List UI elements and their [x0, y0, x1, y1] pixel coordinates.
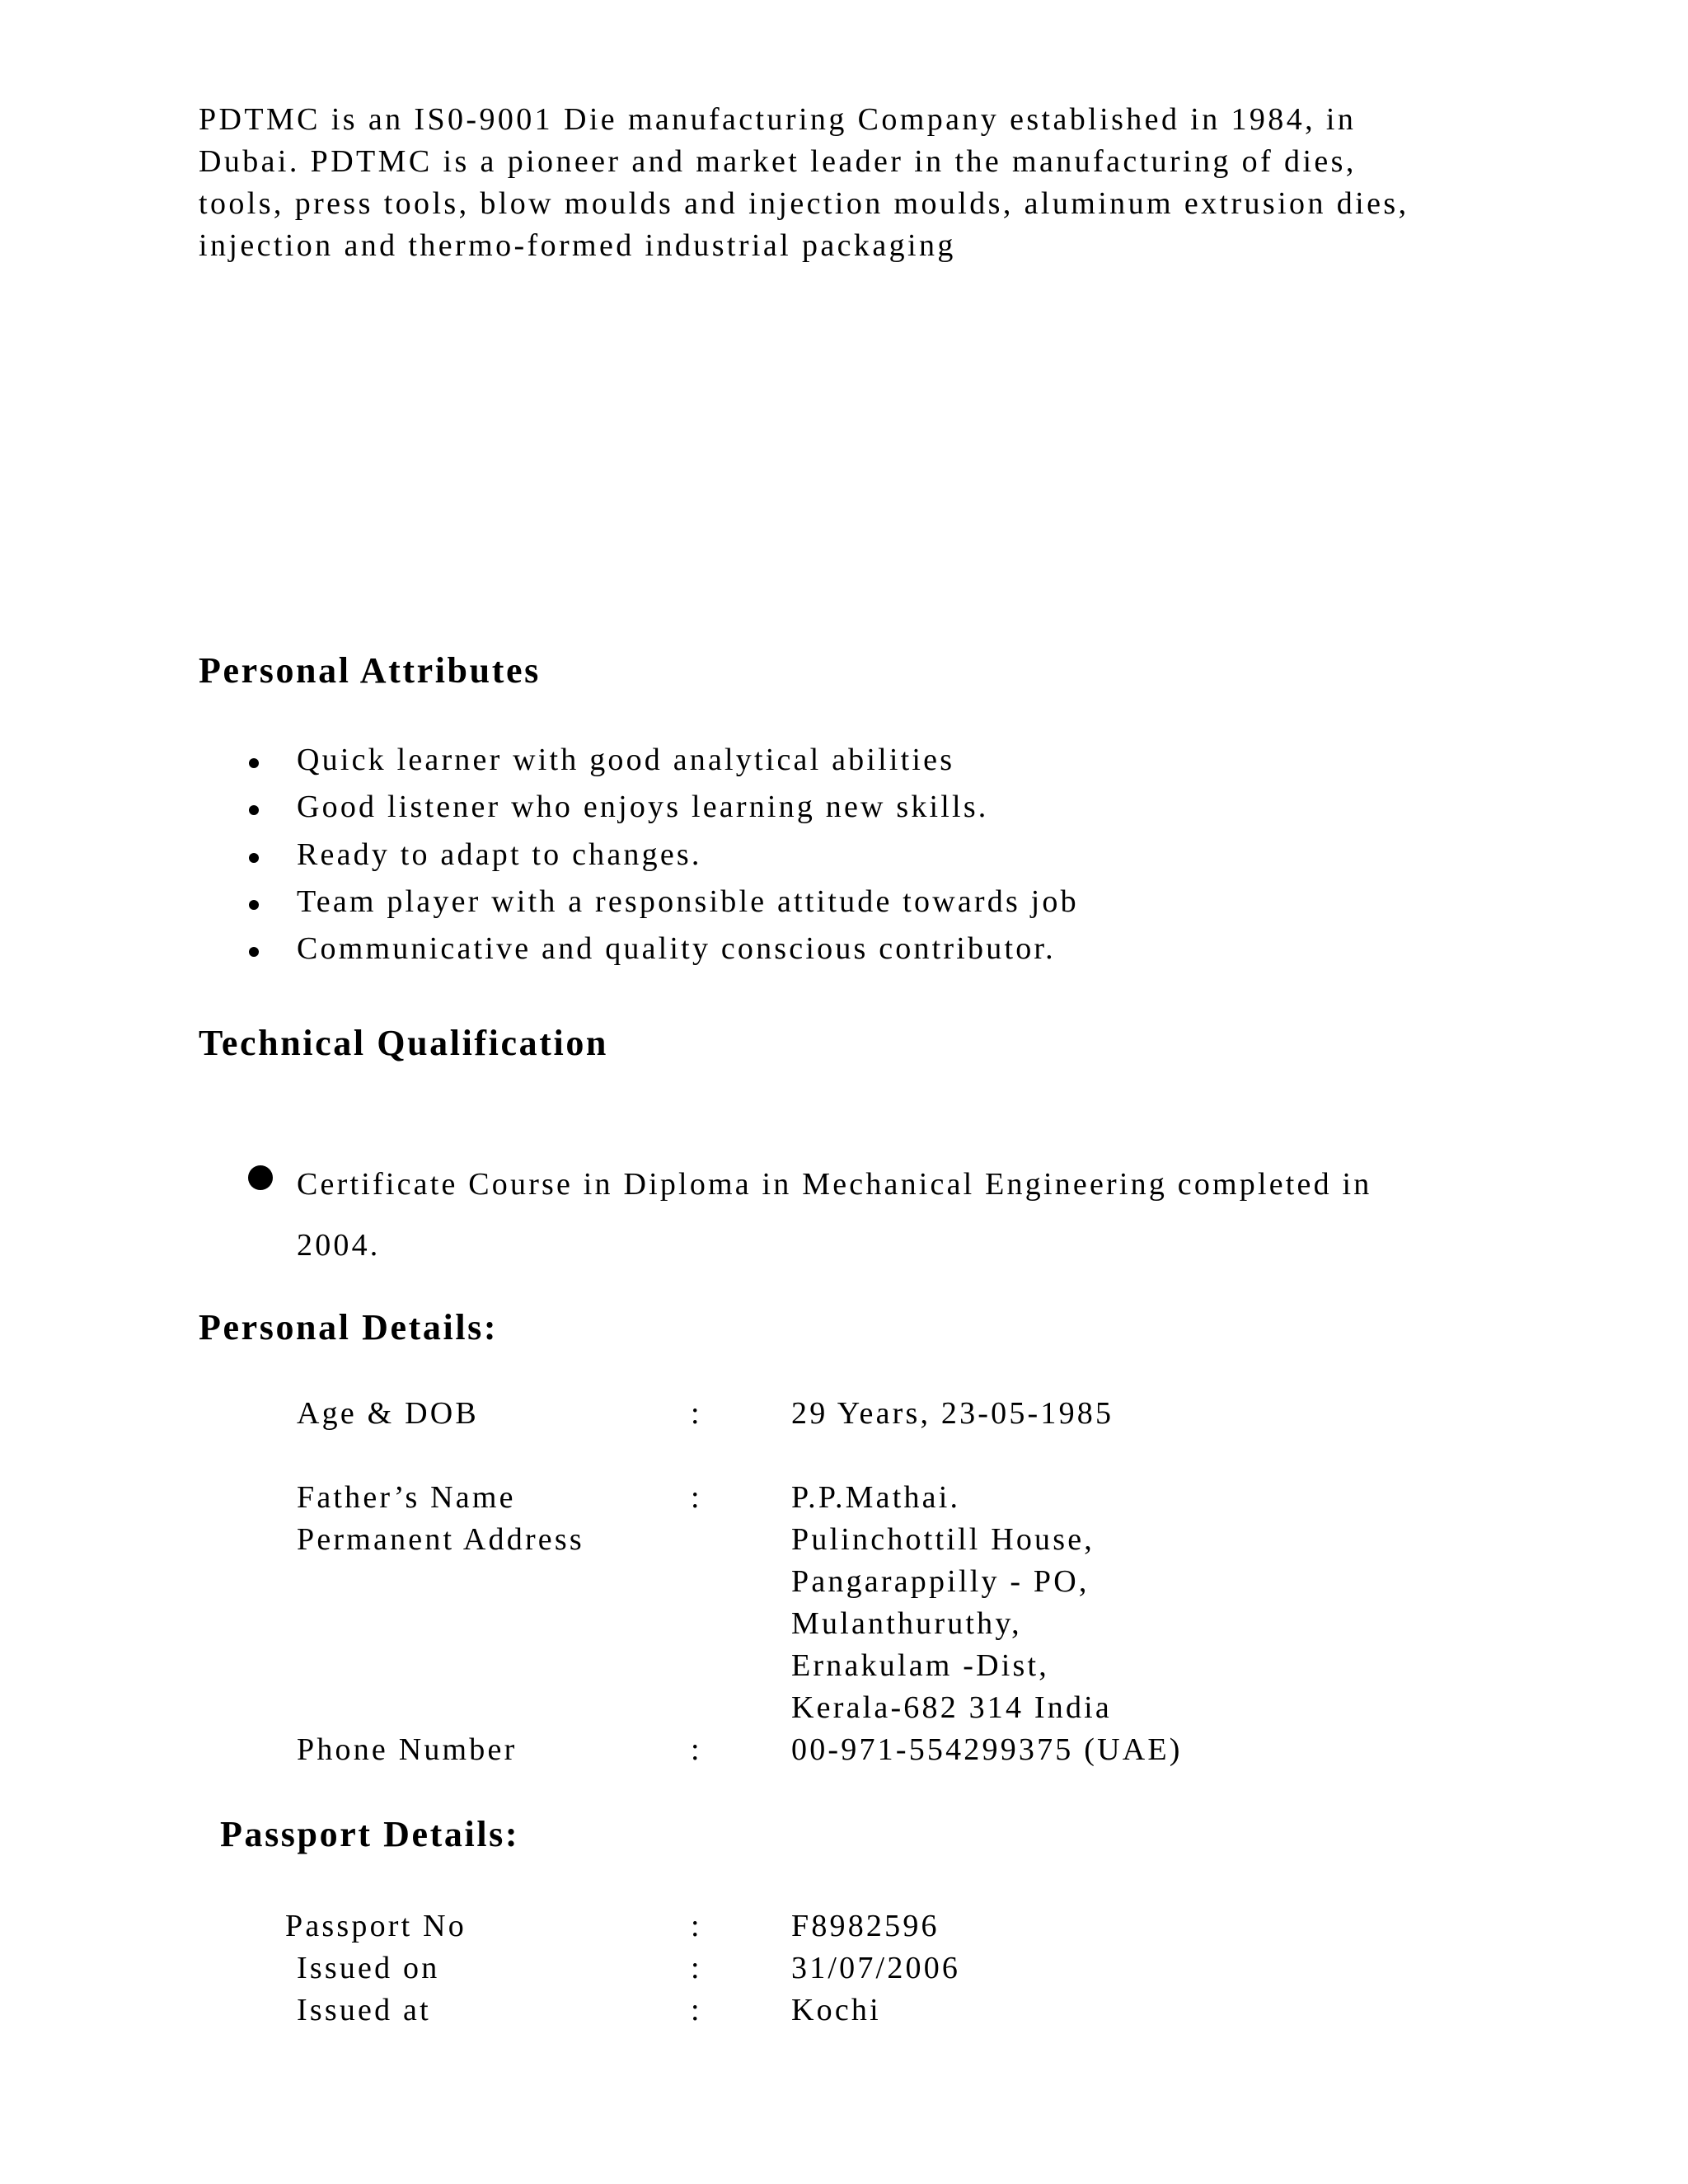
address-line: Pangarappilly - PO,	[791, 1564, 1090, 1599]
field-value: F8982596	[791, 1909, 940, 1943]
bullet-icon	[249, 900, 259, 910]
field-label: Age & DOB	[297, 1396, 479, 1431]
list-item-text: Communicative and quality conscious contributor.	[297, 931, 1056, 966]
field-label: Father’s Name	[297, 1480, 516, 1515]
field-colon: :	[691, 1732, 702, 1767]
field-label: Phone Number	[297, 1732, 518, 1767]
issued-at-row	[0, 1992, 1688, 2034]
bullet-icon	[248, 1165, 273, 1190]
address-line: Pulinchottill House,	[791, 1522, 1095, 1557]
qualification-line: Certificate Course in Diploma in Mechanical Engineering completed in	[297, 1167, 1372, 1202]
bullet-icon	[249, 947, 259, 957]
personal-attributes-heading: Personal Attributes	[199, 650, 541, 691]
passport-number-row	[0, 1908, 1688, 1950]
field-label: Permanent Address	[297, 1522, 584, 1557]
list-item	[0, 742, 1688, 783]
intro-line: injection and thermo-formed industrial packaging	[199, 228, 956, 263]
intro-line: PDTMC is an IS0-9001 Die manufacturing Company established in 1984, in	[199, 102, 1357, 137]
list-item	[0, 837, 1688, 878]
field-colon: :	[691, 1993, 702, 2027]
field-label: Issued at	[297, 1993, 431, 2027]
list-item-text: Quick learner with good analytical abilities	[297, 743, 955, 777]
address-line: Ernakulam -Dist,	[791, 1648, 1049, 1683]
field-value: 00-971-554299375 (UAE)	[791, 1732, 1183, 1767]
technical-qualification-heading: Technical Qualification	[199, 1023, 608, 1063]
father-name-row	[0, 1479, 1688, 1521]
field-value: Kochi	[791, 1993, 881, 2027]
passport-details-heading: Passport Details:	[220, 1814, 520, 1854]
list-item	[0, 789, 1688, 830]
field-colon: :	[691, 1951, 702, 1985]
address-line: Mulanthuruthy,	[791, 1606, 1022, 1641]
list-item	[0, 930, 1688, 972]
field-colon: :	[691, 1396, 702, 1431]
company-intro-paragraph	[199, 99, 1484, 267]
field-colon: :	[691, 1909, 702, 1943]
field-label: Passport No	[285, 1909, 467, 1943]
field-colon: :	[691, 1480, 702, 1515]
list-item	[0, 883, 1688, 925]
field-value: 29 Years, 23-05-1985	[791, 1396, 1114, 1431]
list-item-text: Team player with a responsible attitude towards job	[297, 884, 1079, 919]
field-value: 31/07/2006	[791, 1951, 961, 1985]
phone-number-row	[0, 1732, 1688, 1774]
list-item-text: Ready to adapt to changes.	[297, 837, 702, 872]
address-line: Kerala-682 314 India	[791, 1690, 1112, 1725]
field-label: Issued on	[297, 1951, 440, 1985]
qualification-text	[297, 1154, 1484, 1276]
bullet-icon	[249, 805, 259, 815]
age-dob-row	[0, 1395, 1688, 1437]
list-item-text: Good listener who enjoys learning new skills.	[297, 790, 989, 824]
field-value: P.P.Mathai.	[791, 1480, 961, 1515]
bullet-icon	[249, 758, 259, 768]
intro-line: tools, press tools, blow moulds and injection moulds, aluminum extrusion dies,	[199, 186, 1409, 221]
intro-line: Dubai. PDTMC is a pioneer and market leader in the manufacturing of dies,	[199, 144, 1357, 179]
qualification-line: 2004.	[297, 1228, 381, 1263]
issued-on-row	[0, 1950, 1688, 1992]
bullet-icon	[249, 853, 259, 863]
personal-details-heading: Personal Details:	[199, 1307, 499, 1347]
